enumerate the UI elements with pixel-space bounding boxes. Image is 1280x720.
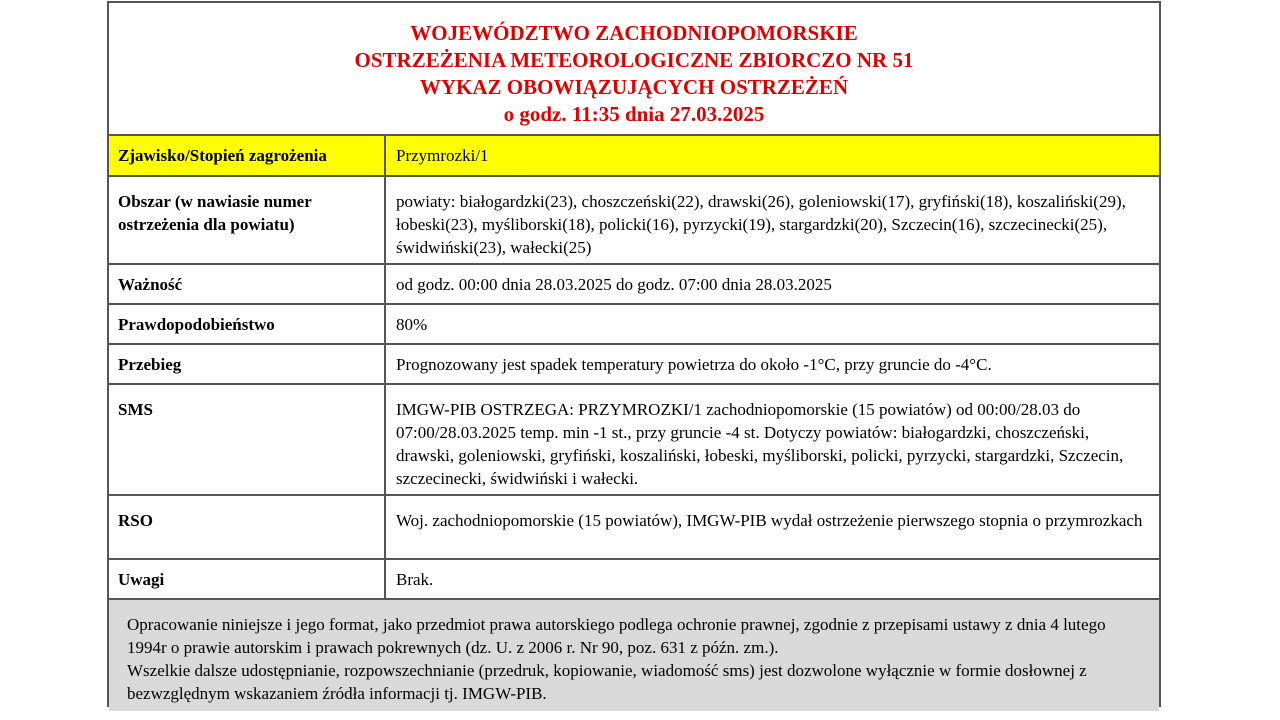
document-header: [109, 3, 1159, 136]
row-label: Obszar (w nawiasie numer ostrzeżenia dla powiatu): [109, 177, 386, 263]
row-value: Prognozowany jest spadek temperatury powietrza do około -1°C, przy gruncie do -4°C.: [396, 354, 992, 374]
usage-paragraph: Wszelkie dalsze udostępnianie, rozpowszechnianie (przedruk, kopiowanie, wiadomość sms) jest dozwolone wyłącznie w formie dosłownej z bezwzględnym wskazaniem źródła informacji tj. IMGW-PIB.: [127, 661, 1087, 703]
row-label: Zjawisko/Stopień zagrożenia: [109, 136, 386, 175]
header-subtitle: WYKAZ OBOWIĄZUJĄCYCH OSTRZEŻEŃ: [419, 75, 849, 99]
row-remarks: [109, 560, 1159, 600]
row-value: Brak.: [396, 569, 434, 589]
row-course: [109, 345, 1159, 385]
header-title: OSTRZEŻENIA METEOROLOGICZNE ZBIORCZO NR 51: [354, 48, 914, 72]
header-timestamp: o godz. 11:35 dnia 27.03.2025: [503, 102, 765, 126]
copyright-paragraph: Opracowanie niniejsze i jego format, jako przedmiot prawa autorskiego podlega ochronie prawnej, zgodnie z przepisami ustawy z dnia 4 lutego 1994r o prawie autorskim i prawach pokrewnych (dz. U. z 2006 r. Nr 90, poz. 631 z późn. zm.).: [127, 615, 1106, 657]
warning-document: [107, 1, 1161, 707]
row-value: 80%: [396, 314, 428, 334]
row-label: Uwagi: [109, 560, 386, 598]
row-label: Ważność: [109, 265, 386, 303]
copyright-notice: [109, 600, 1159, 711]
row-sms: [109, 385, 1159, 496]
row-value: IMGW-PIB OSTRZEGA: PRZYMROZKI/1 zachodniopomorskie (15 powiatów) od 00:00/28.03 do 07:00/28.03.2025 temp. min -1 st., przy gruncie -4 st. Dotyczy powiatów: białogardzki, choszczeński, drawski, goleniowski, gryfiński, koszaliński, łobeski, myśliborski, policki, pyrzycki, stargardzki, Szczecin, szczecinecki, świdwiński i wałecki.: [396, 400, 1124, 488]
header-region: WOJEWÓDZTWO ZACHODNIOPOMORSKIE: [410, 21, 858, 45]
row-phenomenon: [109, 136, 1159, 177]
row-value: Przymrozki/1: [396, 146, 489, 165]
row-label: Prawdopodobieństwo: [109, 305, 386, 343]
row-value: Woj. zachodniopomorskie (15 powiatów), IMGW-PIB wydał ostrzeżenie pierwszego stopnia o przymrozkach: [396, 511, 1143, 530]
row-label: RSO: [109, 496, 386, 558]
row-rso: [109, 496, 1159, 560]
row-label: SMS: [109, 385, 386, 494]
row-area: [109, 177, 1159, 265]
row-validity: [109, 265, 1159, 305]
row-probability: [109, 305, 1159, 345]
row-value: od godz. 00:00 dnia 28.03.2025 do godz. 07:00 dnia 28.03.2025: [396, 274, 832, 294]
row-label: Przebieg: [109, 345, 386, 383]
row-value: powiaty: białogardzki(23), choszczeński(22), drawski(26), goleniowski(17), gryfiński(18), koszaliński(29), łobeski(23), myśliborski(18), policki(16), pyrzycki(19), stargardzki(20), Szczecin(16), szczecinecki(25), świdwiński(23), wałecki(25): [396, 192, 1126, 257]
